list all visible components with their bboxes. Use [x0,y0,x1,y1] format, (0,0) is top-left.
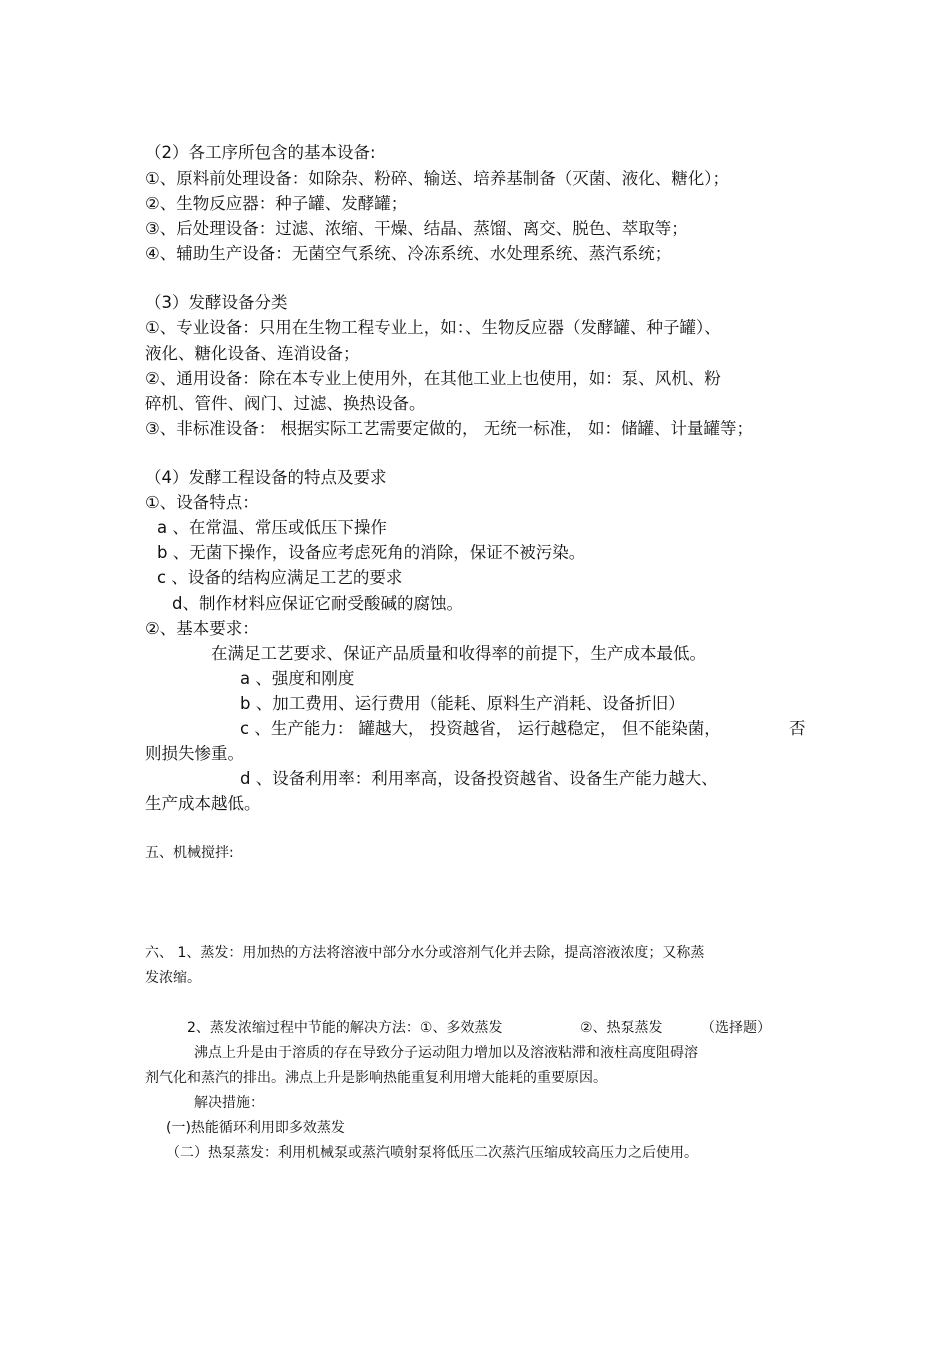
question-2-label: 2、蒸发浓缩过程中节能的解决方法：①、多效蒸发 [187,1020,503,1036]
requirement-item-cont: 则损失惨重。 [145,744,244,763]
list-item: ③、后处理设备：过滤、浓缩、干燥、结晶、蒸馏、离交、脱色、萃取等； [145,219,688,238]
list-item: ①、原料前处理设备：如除杂、粉碎、输送、培养基制备（灭菌、液化、糖化）； [145,169,730,188]
requirement-item: d 、设备利用率：利用率高，设备投资越省、设备生产能力越大、 [240,769,718,788]
paragraph-line: ③、非标准设备： 根据实际工艺需要定做的， 无统一标准， 如：储罐、计量罐等； [145,419,754,438]
feature-item: b 、无菌下操作，设备应考虑死角的消除，保证不被污染。 [157,543,586,562]
requirements-title: ②、基本要求： [145,619,259,638]
measure-item: （二）热泵蒸发：利用机械泵或蒸汽喷射泵将低压二次蒸汽压缩成较高压力之后使用。 [166,1145,698,1161]
section-2-heading: （2）各工序所包含的基本设备: [145,143,376,162]
feature-item: d、制作材料应保证它耐受酸碱的腐蚀。 [172,594,463,613]
feature-item: c 、设备的结构应满足工艺的要求 [157,568,403,587]
requirement-item: c 、生产能力： 罐越大， 投资越省， 运行越稳定， 但不能染菌， [240,719,721,738]
feature-item: a 、在常温、常压或低压下操作 [157,518,387,537]
question-type-note: （选择题） [701,1020,771,1036]
paragraph-line: 发浓缩。 [145,970,201,986]
section-4-heading: （4）发酵工程设备的特点及要求 [145,468,387,487]
list-item: ②、生物反应器：种子罐、发酵罐； [145,194,408,213]
paragraph-line: 碎机、管件、阀门、过滤、换热设备。 [145,394,426,413]
features-title: ①、设备特点： [145,493,259,512]
paragraph-line: 液化、糖化设备、连消设备； [145,344,360,363]
paragraph-line: 沸点上升是由于溶质的存在导致分子运动阻力增加以及溶液粘滞和液柱高度阻碍溶 [194,1045,698,1061]
paragraph-line: 剂气化和蒸汽的排出。沸点上升是影响热能重复利用增大能耗的重要原因。 [145,1070,607,1086]
measure-item: (一)热能循环利用即多效蒸发 [166,1120,345,1136]
requirements-intro: 在满足工艺要求、保证产品质量和收得率的前提下，生产成本最低。 [211,644,706,663]
requirement-item-tail: 否 [789,719,806,738]
requirement-item: a 、强度和刚度 [240,669,355,688]
requirement-item: b 、加工费用、运行费用（能耗、原料生产消耗、设备折旧） [240,694,685,713]
paragraph-line: ①、专业设备：只用在生物工程专业上，如：、生物反应器（发酵罐、种子罐）、 [145,318,721,337]
requirement-item-cont: 生产成本越低。 [145,794,261,813]
section-3-heading: （3）发酵设备分类 [145,293,288,312]
paragraph-line: 六、 1、蒸发：用加热的方法将溶液中部分水分或溶剂气化并去除，提高溶液浓度；又称蒸 [145,945,705,961]
question-2-option: ②、热泵蒸发 [580,1020,663,1036]
paragraph-line: ②、通用设备：除在本专业上使用外，在其他工业上也使用，如：泵、风机、粉 [145,369,721,388]
measures-title: 解决措施： [194,1095,264,1111]
list-item: ④、辅助生产设备：无菌空气系统、冷冻系统、水处理系统、蒸汽系统； [145,244,672,263]
section-5-heading: 五、机械搅拌: [145,845,234,861]
